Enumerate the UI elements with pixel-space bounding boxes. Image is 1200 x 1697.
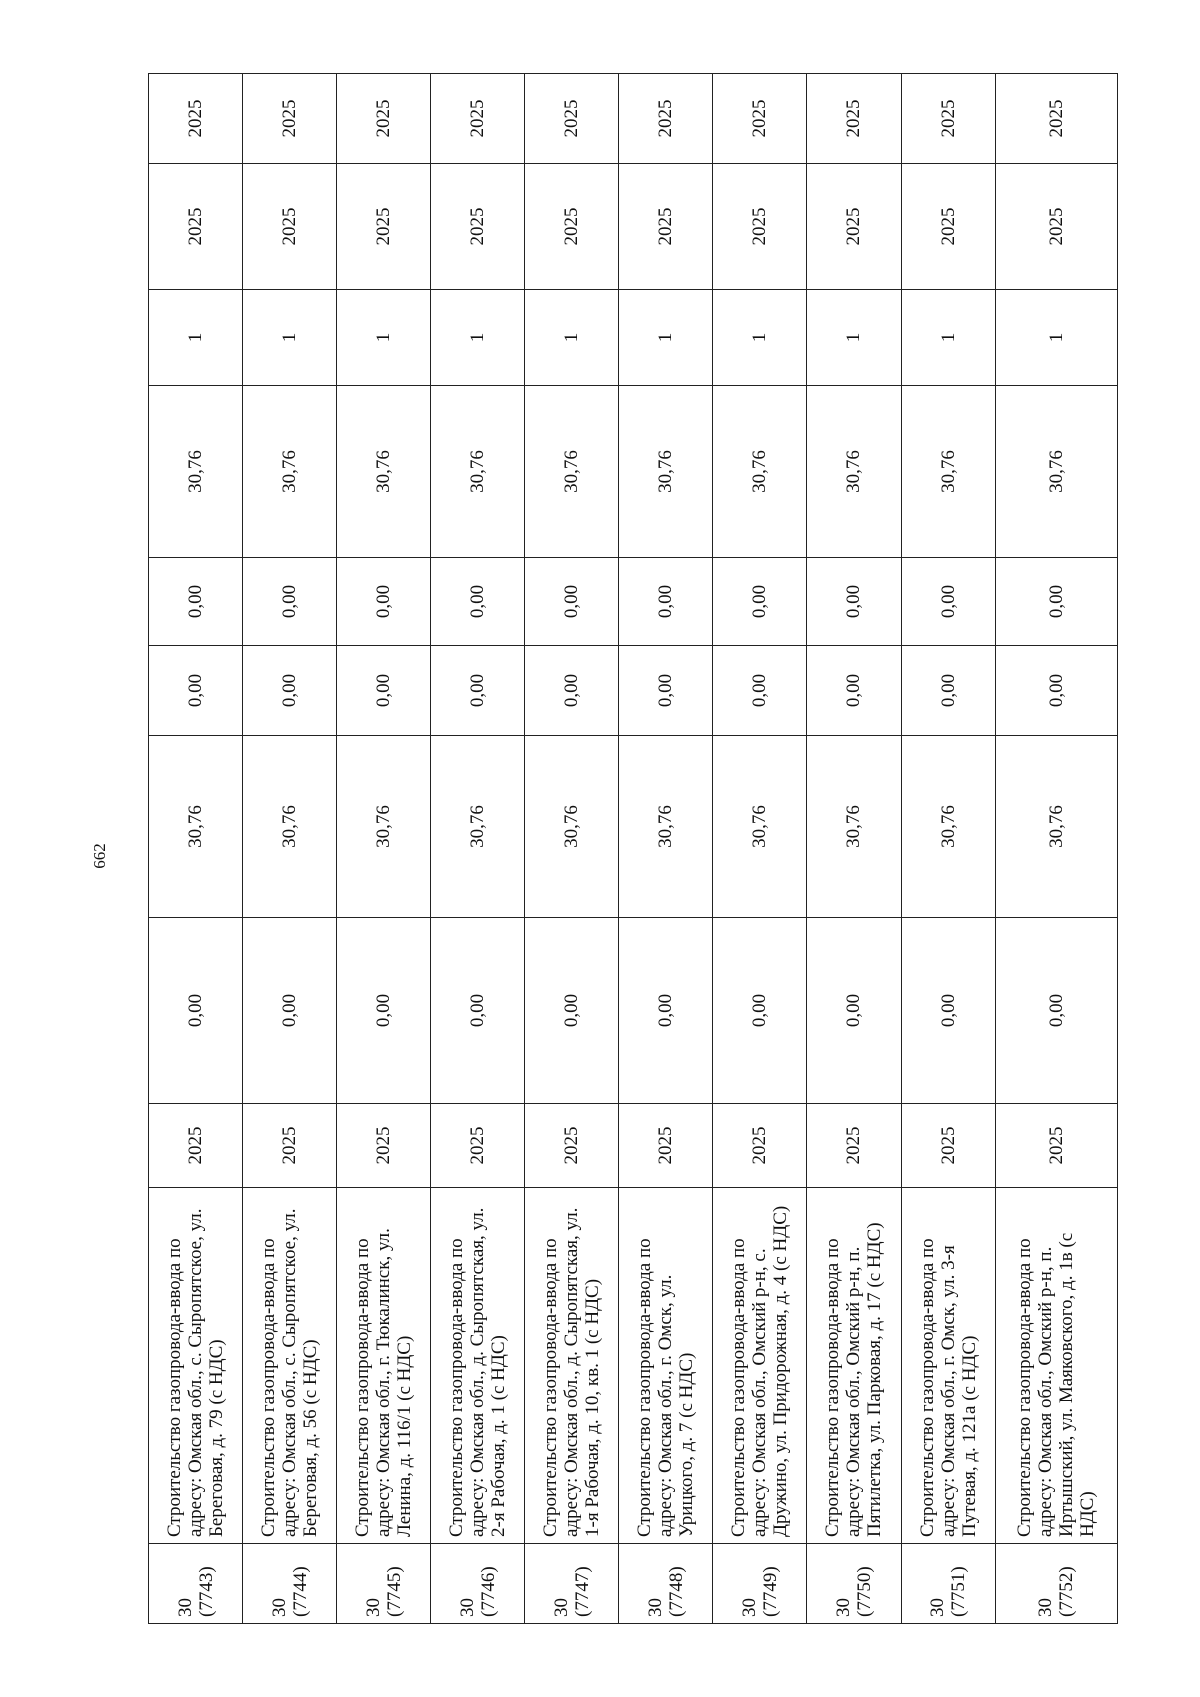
quantity-cell: 1 <box>995 290 1117 386</box>
value-4-cell: 0,00 <box>337 558 431 646</box>
row-number: 30 <box>1035 1598 1057 1617</box>
value-1-cell: 0,00 <box>807 918 901 1104</box>
value-3-cell: 0,00 <box>525 646 619 736</box>
year-b-cell: 2025 <box>243 74 337 164</box>
description-cell: Строительство газопровода-ввода по адресу: Омская обл., с. Сыропятское, ул. Береговая, д. 79 (с НДС) <box>149 1188 243 1544</box>
rotated-table-container <box>148 74 1118 1624</box>
row-code: (7749) <box>759 1566 781 1617</box>
value-4-cell: 0,00 <box>243 558 337 646</box>
value-5-cell: 30,76 <box>149 386 243 558</box>
value-1-cell: 0,00 <box>243 918 337 1104</box>
value-5-cell: 30,76 <box>995 386 1117 558</box>
table-row <box>619 74 713 1624</box>
table-row <box>713 74 807 1624</box>
row-code: (7750) <box>853 1566 875 1617</box>
row-code: (7744) <box>289 1566 311 1617</box>
value-3-cell: 0,00 <box>149 646 243 736</box>
year-start-cell: 2025 <box>807 1104 901 1188</box>
year-a-cell: 2025 <box>337 164 431 290</box>
value-5-cell: 30,76 <box>525 386 619 558</box>
year-a-cell: 2025 <box>807 164 901 290</box>
value-2-cell: 30,76 <box>431 736 525 918</box>
year-b-cell: 2025 <box>525 74 619 164</box>
value-1-cell: 0,00 <box>995 918 1117 1104</box>
value-1-cell: 0,00 <box>619 918 713 1104</box>
row-number: 30 <box>268 1598 290 1617</box>
year-a-cell: 2025 <box>995 164 1117 290</box>
value-4-cell: 0,00 <box>619 558 713 646</box>
row-number: 30 <box>456 1598 478 1617</box>
quantity-cell: 1 <box>619 290 713 386</box>
year-a-cell: 2025 <box>525 164 619 290</box>
year-start-cell: 2025 <box>995 1104 1117 1188</box>
row-id-cell <box>243 1544 337 1624</box>
value-4-cell: 0,00 <box>807 558 901 646</box>
value-3-cell: 0,00 <box>713 646 807 736</box>
table-row <box>149 74 243 1624</box>
description-cell: Строительство газопровода-ввода по адресу: Омская обл., с. Сыропятское, ул. Береговая, д. 56 (с НДС) <box>243 1188 337 1544</box>
table-row <box>995 74 1117 1624</box>
year-a-cell: 2025 <box>619 164 713 290</box>
year-start-cell: 2025 <box>243 1104 337 1188</box>
value-2-cell: 30,76 <box>243 736 337 918</box>
row-code: (7745) <box>383 1566 405 1617</box>
row-id-cell <box>149 1544 243 1624</box>
table-row <box>337 74 431 1624</box>
row-code: (7743) <box>195 1566 217 1617</box>
value-3-cell: 0,00 <box>431 646 525 736</box>
description-cell: Строительство газопровода-ввода по адресу: Омская обл., г. Омск, ул. Урицкого, д. 7 (с НДС) <box>619 1188 713 1544</box>
page-number: 662 <box>90 843 109 869</box>
value-3-cell: 0,00 <box>619 646 713 736</box>
description-cell: Строительство газопровода-ввода по адресу: Омская обл., Омский р-н, с. Дружино, ул. Придорожная, д. 4 (с НДС) <box>713 1188 807 1544</box>
row-code: (7751) <box>948 1566 970 1617</box>
value-3-cell: 0,00 <box>901 646 995 736</box>
value-1-cell: 0,00 <box>431 918 525 1104</box>
quantity-cell: 1 <box>807 290 901 386</box>
year-a-cell: 2025 <box>713 164 807 290</box>
year-a-cell: 2025 <box>243 164 337 290</box>
year-b-cell: 2025 <box>807 74 901 164</box>
value-3-cell: 0,00 <box>337 646 431 736</box>
year-start-cell: 2025 <box>337 1104 431 1188</box>
row-number: 30 <box>362 1598 384 1617</box>
quantity-cell: 1 <box>243 290 337 386</box>
row-code: (7752) <box>1056 1566 1078 1617</box>
year-b-cell: 2025 <box>149 74 243 164</box>
value-3-cell: 0,00 <box>807 646 901 736</box>
value-4-cell: 0,00 <box>995 558 1117 646</box>
year-start-cell: 2025 <box>149 1104 243 1188</box>
year-a-cell: 2025 <box>431 164 525 290</box>
row-id-cell <box>619 1544 713 1624</box>
value-2-cell: 30,76 <box>901 736 995 918</box>
year-b-cell: 2025 <box>619 74 713 164</box>
year-start-cell: 2025 <box>431 1104 525 1188</box>
value-5-cell: 30,76 <box>807 386 901 558</box>
row-number: 30 <box>644 1598 666 1617</box>
quantity-cell: 1 <box>525 290 619 386</box>
value-4-cell: 0,00 <box>901 558 995 646</box>
investment-table <box>148 73 1118 1624</box>
row-number: 30 <box>550 1598 572 1617</box>
value-4-cell: 0,00 <box>713 558 807 646</box>
value-5-cell: 30,76 <box>431 386 525 558</box>
value-3-cell: 0,00 <box>243 646 337 736</box>
quantity-cell: 1 <box>713 290 807 386</box>
description-cell: Строительство газопровода-ввода по адресу: Омская обл., Омский р-н, п. Иртышский, ул. Маяковского, д. 1в (с НДС) <box>995 1188 1117 1544</box>
description-cell: Строительство газопровода-ввода по адресу: Омская обл., д. Сыропятская, ул. 2-я Рабочая, д. 1 (с НДС) <box>431 1188 525 1544</box>
value-2-cell: 30,76 <box>713 736 807 918</box>
row-number: 30 <box>738 1598 760 1617</box>
description-cell: Строительство газопровода-ввода по адресу: Омская обл., д. Сыропятская, ул. 1-я Рабочая, д. 10, кв. 1 (с НДС) <box>525 1188 619 1544</box>
table-row <box>243 74 337 1624</box>
value-4-cell: 0,00 <box>431 558 525 646</box>
row-id-cell <box>901 1544 995 1624</box>
year-start-cell: 2025 <box>619 1104 713 1188</box>
value-1-cell: 0,00 <box>337 918 431 1104</box>
value-2-cell: 30,76 <box>995 736 1117 918</box>
value-5-cell: 30,76 <box>713 386 807 558</box>
value-5-cell: 30,76 <box>337 386 431 558</box>
year-b-cell: 2025 <box>713 74 807 164</box>
table-row <box>525 74 619 1624</box>
row-code: (7746) <box>477 1566 499 1617</box>
value-2-cell: 30,76 <box>337 736 431 918</box>
table-row <box>901 74 995 1624</box>
year-start-cell: 2025 <box>901 1104 995 1188</box>
year-b-cell: 2025 <box>995 74 1117 164</box>
row-code: (7747) <box>571 1566 593 1617</box>
value-2-cell: 30,76 <box>619 736 713 918</box>
row-number: 30 <box>174 1598 196 1617</box>
value-5-cell: 30,76 <box>619 386 713 558</box>
row-number: 30 <box>927 1598 949 1617</box>
year-a-cell: 2025 <box>901 164 995 290</box>
row-id-cell <box>807 1544 901 1624</box>
value-3-cell: 0,00 <box>995 646 1117 736</box>
value-4-cell: 0,00 <box>525 558 619 646</box>
value-2-cell: 30,76 <box>149 736 243 918</box>
value-4-cell: 0,00 <box>149 558 243 646</box>
table-row <box>431 74 525 1624</box>
quantity-cell: 1 <box>431 290 525 386</box>
table-body <box>149 74 1118 1624</box>
row-id-cell <box>431 1544 525 1624</box>
year-start-cell: 2025 <box>525 1104 619 1188</box>
table-row <box>807 74 901 1624</box>
row-id-cell <box>713 1544 807 1624</box>
row-id-cell <box>525 1544 619 1624</box>
quantity-cell: 1 <box>901 290 995 386</box>
description-cell: Строительство газопровода-ввода по адресу: Омская обл., г. Тюкалинск, ул. Ленина, д. 116/1 (с НДС) <box>337 1188 431 1544</box>
value-1-cell: 0,00 <box>901 918 995 1104</box>
value-2-cell: 30,76 <box>807 736 901 918</box>
value-1-cell: 0,00 <box>149 918 243 1104</box>
row-id-cell <box>337 1544 431 1624</box>
quantity-cell: 1 <box>337 290 431 386</box>
value-5-cell: 30,76 <box>901 386 995 558</box>
row-code: (7748) <box>665 1566 687 1617</box>
year-b-cell: 2025 <box>337 74 431 164</box>
description-cell: Строительство газопровода-ввода по адресу: Омская обл., г. Омск, ул. 3-я Путевая, д. 121а (с НДС) <box>901 1188 995 1544</box>
year-a-cell: 2025 <box>149 164 243 290</box>
value-2-cell: 30,76 <box>525 736 619 918</box>
value-5-cell: 30,76 <box>243 386 337 558</box>
year-b-cell: 2025 <box>431 74 525 164</box>
value-1-cell: 0,00 <box>525 918 619 1104</box>
description-cell: Строительство газопровода-ввода по адресу: Омская обл., Омский р-н, п. Пятилетка, ул. Парковая, д. 17 (с НДС) <box>807 1188 901 1544</box>
quantity-cell: 1 <box>149 290 243 386</box>
row-number: 30 <box>832 1598 854 1617</box>
year-b-cell: 2025 <box>901 74 995 164</box>
row-id-cell <box>995 1544 1117 1624</box>
value-1-cell: 0,00 <box>713 918 807 1104</box>
year-start-cell: 2025 <box>713 1104 807 1188</box>
